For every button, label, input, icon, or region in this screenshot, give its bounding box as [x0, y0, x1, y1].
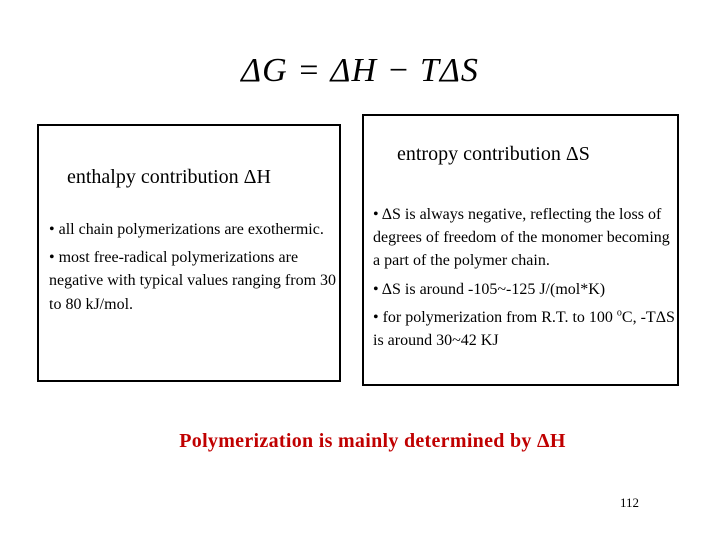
entropy-bullet-1: • ΔS is always negative, reflecting the loss of degrees of freedom of the monomer becoming a part of the polymer chain. [373, 206, 670, 270]
enthalpy-box [37, 124, 341, 382]
gibbs-equation: ΔG = ΔH − TΔS [241, 52, 479, 89]
entropy-bullet-3 [373, 306, 678, 352]
enthalpy-title: enthalpy contribution ΔH [67, 166, 271, 188]
enthalpy-bullets [49, 218, 339, 321]
degree-superscript: o [616, 307, 622, 319]
entropy-bullet-3-suffix: C, -TΔS is around 30~42 KJ [373, 308, 675, 349]
entropy-bullets [373, 203, 678, 357]
entropy-bullet-2: • ΔS is around -105~-125 J/(mol*K) [373, 280, 606, 298]
entropy-box [362, 114, 679, 386]
entropy-title: entropy contribution ΔS [397, 143, 590, 165]
enthalpy-bullet-2: • most free-radical polymerizations are negative with typical values ranging from 30 to 80 kJ/mol. [49, 249, 337, 313]
enthalpy-bullet-1: • all chain polymerizations are exothermic. [49, 221, 324, 238]
conclusion-text: Polymerization is mainly determined by ΔH [179, 430, 566, 452]
entropy-bullet-3-prefix: • for polymerization from R.T. to 100 [373, 308, 617, 326]
page-number: 112 [620, 495, 640, 510]
